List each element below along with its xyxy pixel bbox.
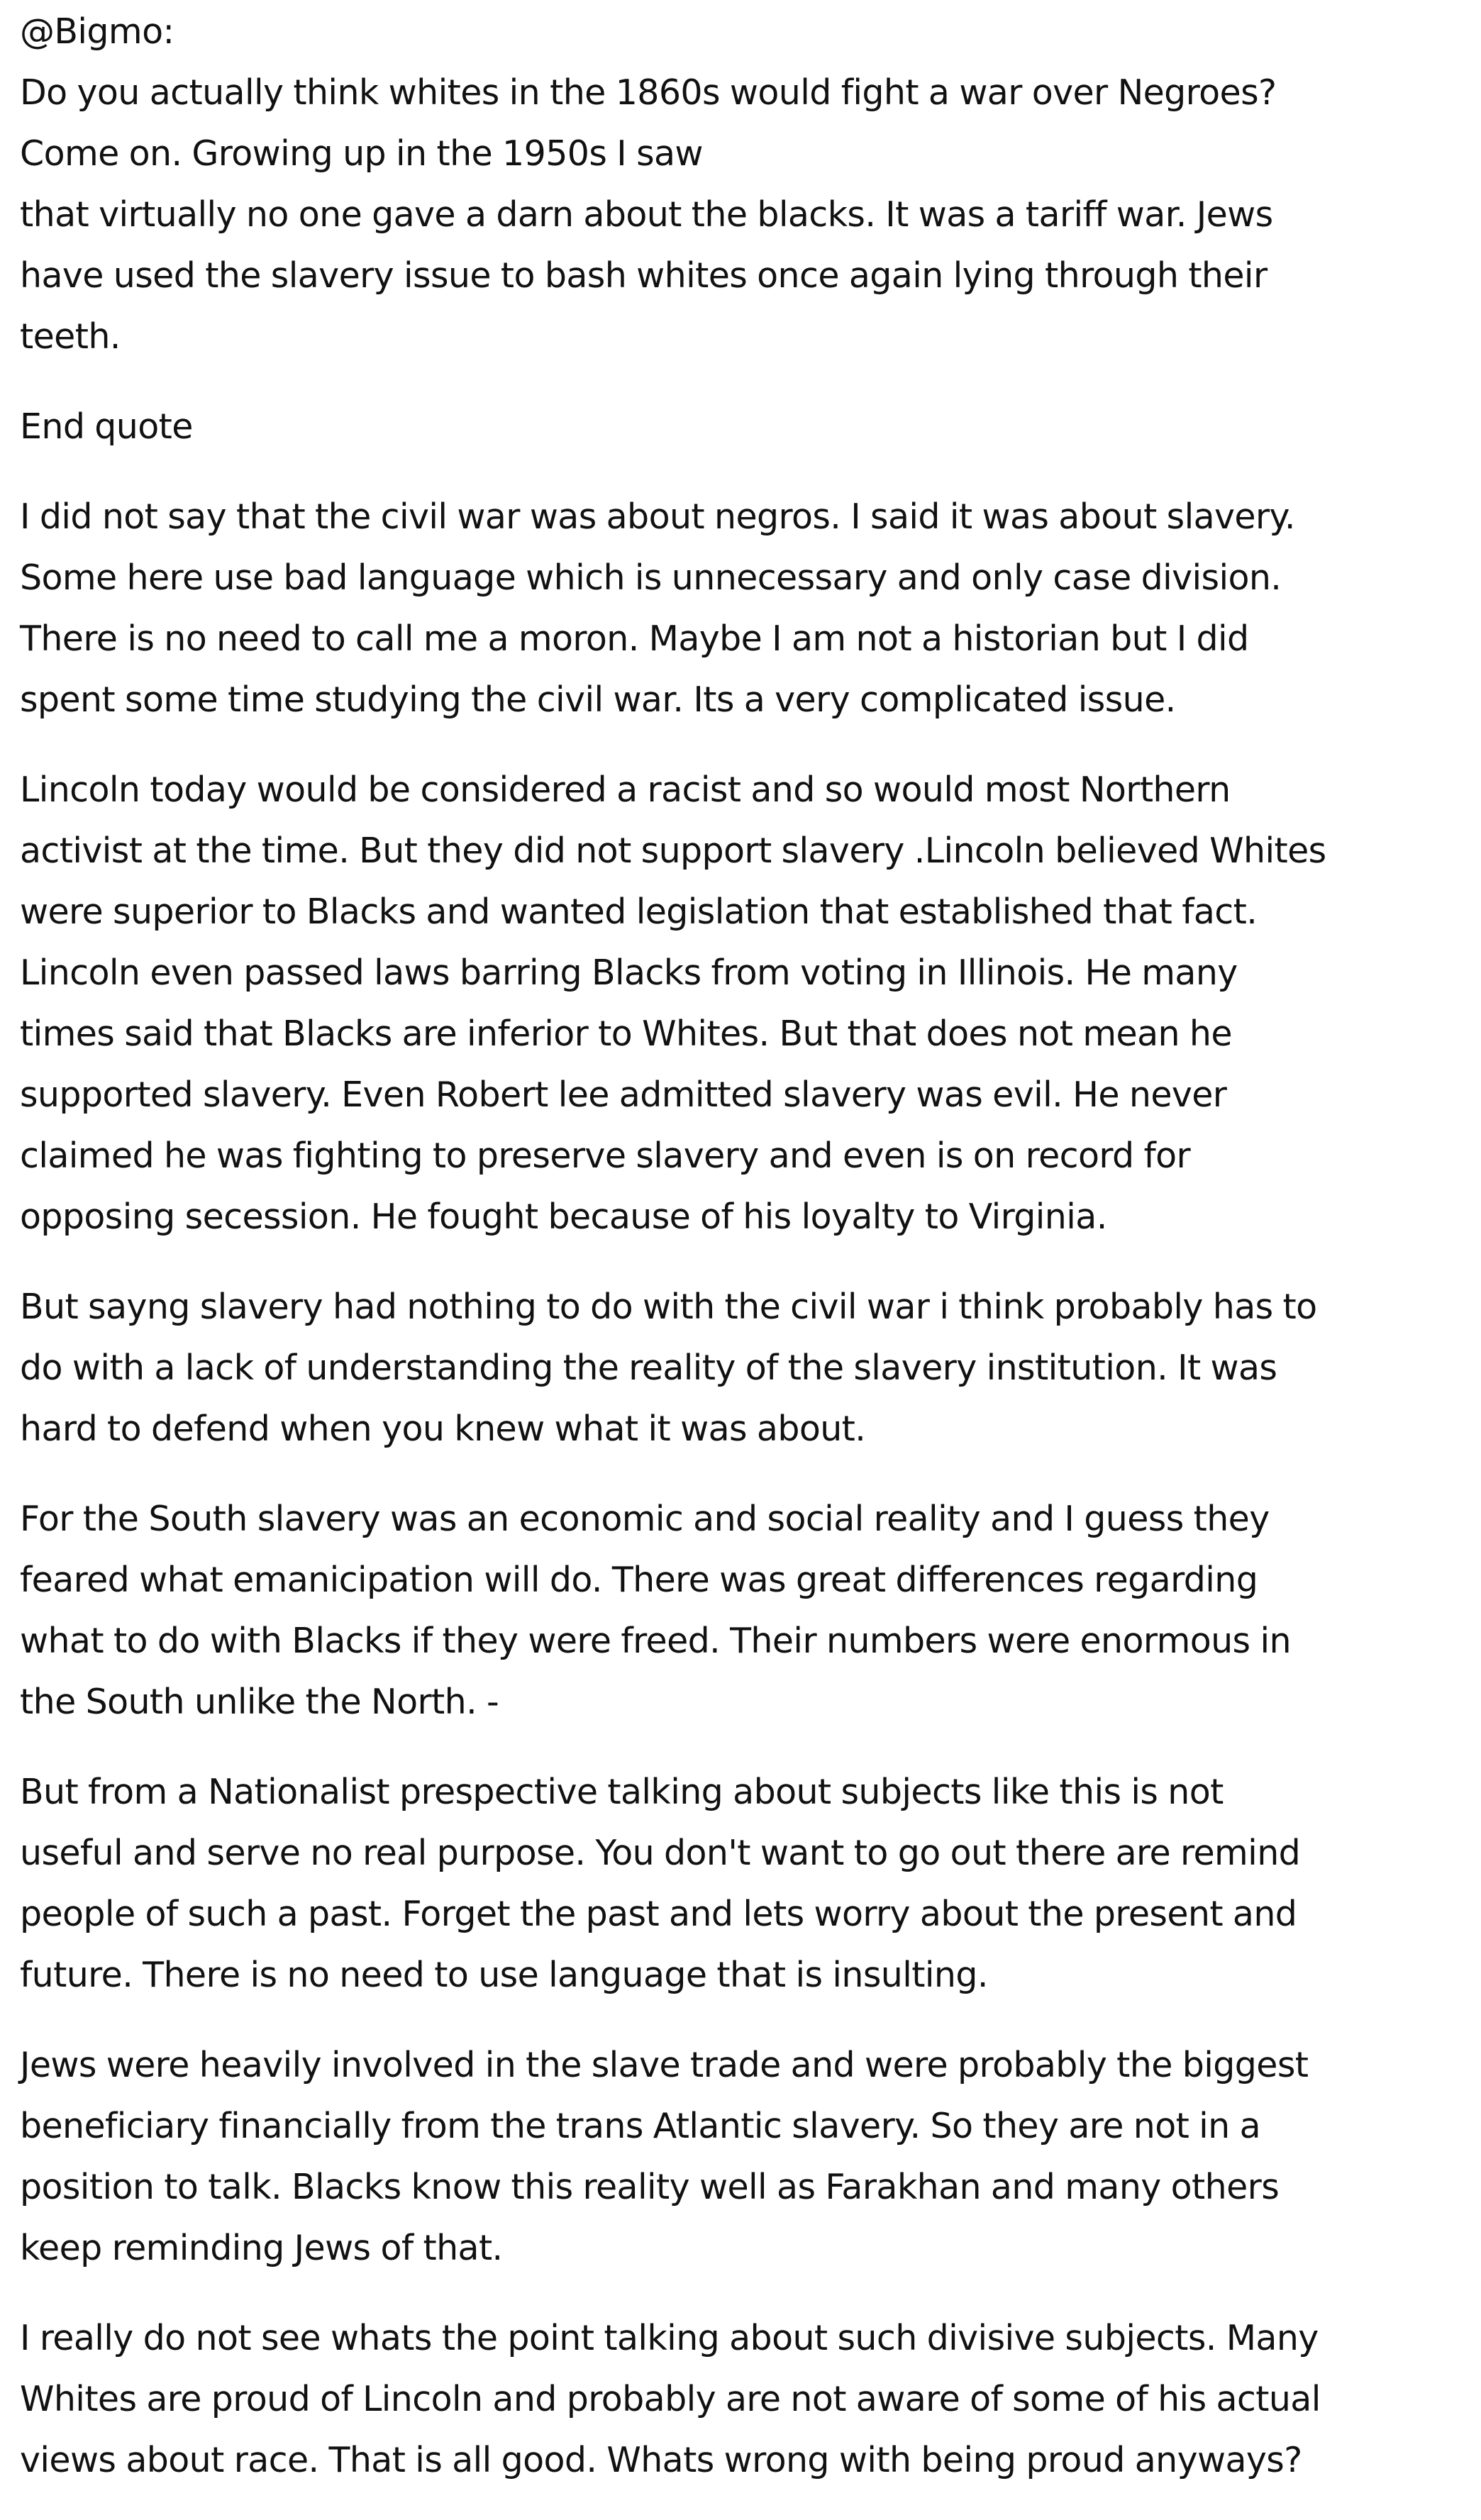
paragraph-line: hard to defend when you knew what it was about. bbox=[20, 1409, 866, 1449]
paragraph-line: beneficiary financially from the trans Atlantic slavery. So they are not in a bbox=[20, 2106, 1261, 2146]
paragraph-line: I did not say that the civil war was about negros. I said it was about slavery. bbox=[20, 496, 1295, 537]
paragraph-south bbox=[20, 1489, 1467, 1733]
paragraph-line: people of such a past. Forget the past and lets worry about the present and bbox=[20, 1894, 1297, 1934]
paragraph-line: opposing secession. He fought because of his loyalty to Virginia. bbox=[20, 1197, 1107, 1237]
paragraph-slavery-reality bbox=[20, 1277, 1467, 1460]
paragraph-line: views about race. That is all good. Whats wrong with being proud anyways? bbox=[20, 2440, 1302, 2480]
paragraph-nationalist bbox=[20, 1762, 1467, 2006]
paragraph-end-quote bbox=[20, 396, 1467, 457]
paragraph-lincoln bbox=[20, 760, 1467, 1248]
paragraph-line: But sayng slavery had nothing to do with the civil war i think probably has to bbox=[20, 1287, 1317, 1327]
paragraph-line: position to talk. Blacks know this reality well as Farakhan and many others bbox=[20, 2167, 1280, 2207]
comment-post bbox=[20, 1, 1467, 2520]
paragraph-closing bbox=[20, 2308, 1467, 2491]
paragraph-reply bbox=[20, 487, 1467, 731]
paragraph-line: future. There is no need to use language that is insulting. bbox=[20, 1955, 988, 1995]
paragraph-line: have used the slavery issue to bash whites once again lying through their bbox=[20, 255, 1268, 296]
paragraph-line: But from a Nationalist prespective talking about subjects like this is not bbox=[20, 1772, 1224, 1812]
paragraph-line: Do you actually think whites in the 1860s would fight a war over Negroes? bbox=[20, 72, 1277, 113]
paragraph-line: There is no need to call me a moron. Maybe I am not a historian but I did bbox=[20, 618, 1249, 659]
paragraph-line: claimed he was fighting to preserve slavery and even is on record for bbox=[20, 1136, 1191, 1176]
comment-username: @Bigmo: bbox=[20, 11, 174, 52]
paragraph-line: keep reminding Jews of that. bbox=[20, 2228, 503, 2268]
paragraph-line: I really do not see whats the point talking about such divisive subjects. Many bbox=[20, 2318, 1319, 2358]
paragraph-slave-trade bbox=[20, 2035, 1467, 2279]
paragraph-line: Some here use bad language which is unnecessary and only case division. bbox=[20, 557, 1282, 598]
paragraph-line: that virtually no one gave a darn about the blacks. It was a tariff war. Jews bbox=[20, 194, 1273, 235]
paragraph-line: supported slavery. Even Robert lee admitted slavery was evil. He never bbox=[20, 1075, 1227, 1115]
paragraph-line: Come on. Growing up in the 1950s I saw bbox=[20, 133, 703, 174]
paragraph-line: spent some time studying the civil war. Its a very complicated issue. bbox=[20, 679, 1176, 720]
paragraph-line: Whites are proud of Lincoln and probably are not aware of some of his actual bbox=[20, 2379, 1321, 2419]
paragraph-line: For the South slavery was an economic and social reality and I guess they bbox=[20, 1499, 1270, 1539]
paragraph-line: Lincoln even passed laws barring Blacks from voting in Illinois. He many bbox=[20, 953, 1238, 993]
paragraph-line: were superior to Blacks and wanted legislation that established that fact. bbox=[20, 892, 1258, 932]
paragraph-line: teeth. bbox=[20, 316, 121, 357]
paragraph-line: activist at the time. But they did not support slavery .Lincoln believed Whites bbox=[20, 831, 1326, 871]
paragraph-line: the South unlike the North. - bbox=[20, 1682, 499, 1722]
paragraph-line: times said that Blacks are inferior to Whites. But that does not mean he bbox=[20, 1014, 1232, 1054]
paragraph-line: feared what emanicipation will do. There was great differences regarding bbox=[20, 1560, 1258, 1600]
paragraph-line: Lincoln today would be considered a racist and so would most Northern bbox=[20, 770, 1231, 810]
paragraph-line: what to do with Blacks if they were freed. Their numbers were enormous in bbox=[20, 1621, 1291, 1661]
paragraph-line: End quote bbox=[20, 406, 193, 447]
paragraph-line: Jews were heavily involved in the slave trade and were probably the biggest bbox=[20, 2045, 1309, 2085]
paragraph-quoted-text bbox=[20, 62, 1467, 367]
paragraph-line: do with a lack of understanding the reality of the slavery institution. It was bbox=[20, 1348, 1277, 1388]
paragraph-line: useful and serve no real purpose. You don't want to go out there are remind bbox=[20, 1833, 1301, 1873]
